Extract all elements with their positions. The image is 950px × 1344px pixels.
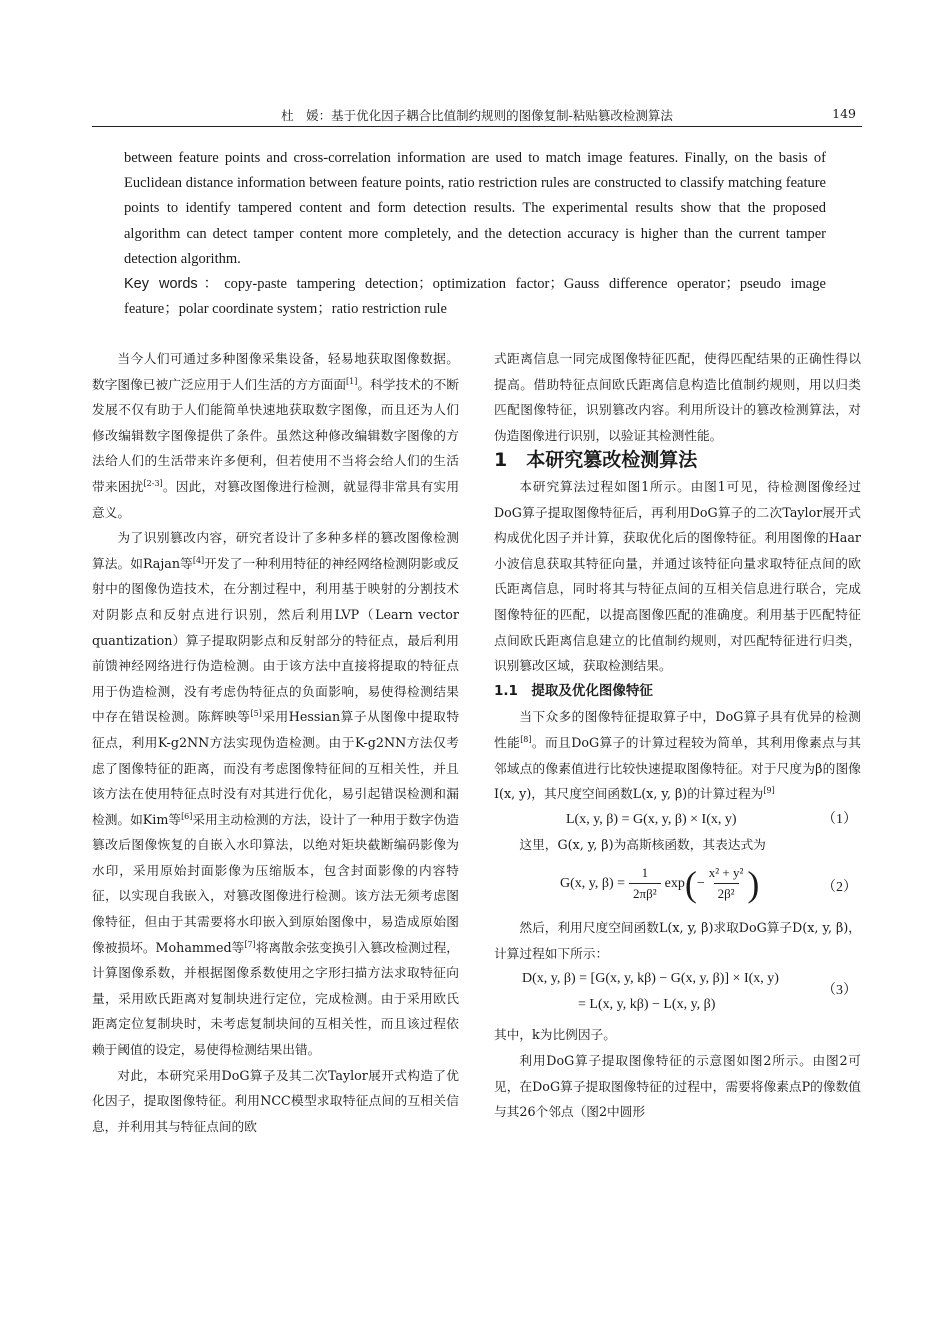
equation-1 [494,807,861,832]
paragraph: 其中，k为比例因子。 [494,1027,616,1043]
running-header [92,104,862,127]
fraction [629,863,661,904]
paragraph: 式距离信息一同完成图像特征匹配，使得匹配结果的正确性得以提高。借助特征点间欧氏距离信息构造比值制约规则，用以归类匹配图像特征，识别篡改内容。利用所设计的篡改检测算法，对伪造图像进行识别，以验证其检测性能。 [494,351,861,443]
paragraph: 然后，利用尺度空间函数L(x, y, β)求取DoG算子D(x, y, β)，计算过程如下所示： [494,920,861,961]
text-run: 采用主动检测的方法，设计了一种用于数字伪造篡改后图像恢复的自嵌入水印算法，以绝对矩块截断编码影像为水印，采用原始封面影像为压缩版本，包含封面影像的内容特征，以实现自我嵌入，对篡改图像进行检测。该方法无须考虑图像特征，但由于其需要将水印嵌入到原始图像中，易造成原始图像被损坏。Mohammed等 [92,811,460,955]
citation: [5] [250,709,262,719]
equation-number: （3） [822,983,857,999]
left-column [92,346,459,1139]
right-paren: ) [747,863,760,904]
paragraph: 本研究算法过程如图1所示。由图1可见，待检测图像经过DoG算子提取图像特征后，再利用DoG算子的二次Taylor展开式构成优化因子并计算，获取优化后的图像特征。利用图像的Haar小波信息获取其特征向量，并通过该特征向量求取特征点间的欧氏距离信息，同时将其与特征点间的互相关信息进行联合，完成图像特征的匹配，以提高图像匹配的准确度。利用基于匹配特征点间欧氏距离信息建立的比值制约规则，对匹配特征进行归类，识别篡改区域，获取检测结果。 [494,478,861,674]
citation: [2-3] [143,478,163,488]
paragraph: 利用DoG算子提取图像特征的示意图如图2所示。由图2可见，在DoG算子提取图像特征的过程中，需要将像素点P的像数值与其26个邻点（图2中圆形 [494,1053,861,1120]
text-run: 当今人们可通过多种图像采集设备，轻易地获取图像数据。数字图像已被广泛应用于人们生活的方方面面 [92,351,459,392]
left-paren: ( [684,863,697,904]
equation-line: D(x, y, β) = [G(x, y, kβ) − G(x, y, β)] × I(x, y) [522,971,779,987]
keywords-text: copy-paste tampering detection；optimization factor；Gauss difference operator；pseudo image feature；polar coordinate system；ratio restriction rule [124,276,826,318]
numerator: x² + y² [708,865,744,881]
citation: [6] [181,811,193,821]
text-run: 将离散余弦变换引入篡改检测过程，计算图像系数，并根据图像系数使用之字形扫描方法求取特征向量，采用欧氏距离对复制块进行定位，完成检测。由于采用欧氏距离定位复制块时，未考虑复制块间的互相关性，而且该过程依赖于阈值的设定，易使得检测结果出错。 [92,939,459,1058]
text-run: 。因此，对篡改图像进行检测，就显得非常具有实用意义。 [92,478,460,520]
denominator: 2πβ² [629,883,661,904]
denominator: 2β² [714,883,739,904]
keywords-label: Key words： [124,276,225,293]
text-run: 。科学技术的不断发展不仅有助于人们能简单快速地获取数字图像，而且还为人们修改编辑数字图像提供了条件。虽然这种修改编辑数字图像的方法给人们的生活带来许多便利，但若使用不当将会给人们的生活带来困扰 [92,376,460,494]
text-run: 采用Hessian算子从图像中提取特征点，利用K-g2NN方法实现伪造检测。由于K-g2NN方法仅考虑了图像特征的距离，而没有考虑图像特征间的互相关性，并且该方法在使用特征点时没有对其进行优化，易引起错误检测和漏检测。如Kim等 [92,709,460,827]
page-number: 149 [832,106,856,121]
abstract-text: between feature points and cross-correlation information are used to match image features. Finally, on the basis of Euclidean distance information between feature points, ratio restriction rules are constructed to classify matching feature points to identify tampered content and form detection results. The experimental results show that the proposed algorithm can detect tamper content more completely, and the detection accuracy is higher than the current tamper detection algorithm. [124,150,826,267]
text-run: 开发了一种利用特征的神经网络检测阴影或反射中的图像伪造技术，在分割过程中，利用基于映射的分割技术对阴影点和反射点进行识别，然后利用LVP（Learn vector quantization）算子提取阴影点和反射部分的特征点，最后利用前馈神经网络进行伪造检测。由于该方法中直接将提取的特征点用于伪造检测，没有考虑伪特征点的负面影响，易使得检测结果中存在错误检测。陈辉映等 [92,555,460,725]
equation-expression: L(x, y, β) = G(x, y, β) × I(x, y) [566,811,737,827]
minus-sign: − [696,875,705,891]
equation-lhs: G(x, y, β) = [560,875,626,891]
right-column [494,346,861,1125]
text-run: 当下众多的图像特征提取算子中，DoG算子具有优异的检测性能 [494,709,861,750]
citation: [1] [346,376,358,386]
subsection-heading: 1.1 提取及优化图像特征 [494,682,653,699]
equation-number: （2） [822,880,857,896]
exp-function: exp [664,875,685,891]
equation-number: （1） [822,811,857,827]
numerator: 1 [641,865,649,881]
paragraph [92,346,459,525]
keywords-line [124,272,826,322]
section-heading: 1 本研究篡改检测算法 [494,449,698,472]
equation-3 [494,966,861,1022]
citation: [8] [520,734,532,744]
citation: [9] [763,785,775,795]
text-run: 。而且DoG算子的计算过程较为简单，其利用像素点与其邻域点的像素值进行比较快速提取图像特征。对于尺度为β的图像I(x, y)，其尺度空间函数L(x, y, β)的计算过程为 [494,734,861,802]
citation: [7] [244,939,256,949]
citation: [4] [192,555,205,565]
abstract-block [124,146,826,322]
equation-2 [494,857,861,915]
paragraph: 对此，本研究采用DoG算子及其二次Taylor展开式构造了优化因子，提取图像特征。利用NCC模型求取特征点间的互相关信息，并利用其与特征点间的欧 [92,1067,459,1134]
equation-line: = L(x, y, kβ) − L(x, y, β) [578,997,716,1013]
paragraph [92,525,459,1062]
paragraph [494,704,861,806]
equation-expression [560,863,759,904]
text-run: 为了识别篡改内容，研究者设计了多种多样的篡改图像检测算法。如Rajan等 [92,530,459,571]
fraction [709,863,744,904]
header-title: 杜 媛：基于优化因子耦合比值制约规则的图像复制-粘贴篡改检测算法 [281,108,673,123]
paragraph: 这里，G(x, y, β)为高斯核函数，其表达式为 [519,836,766,852]
